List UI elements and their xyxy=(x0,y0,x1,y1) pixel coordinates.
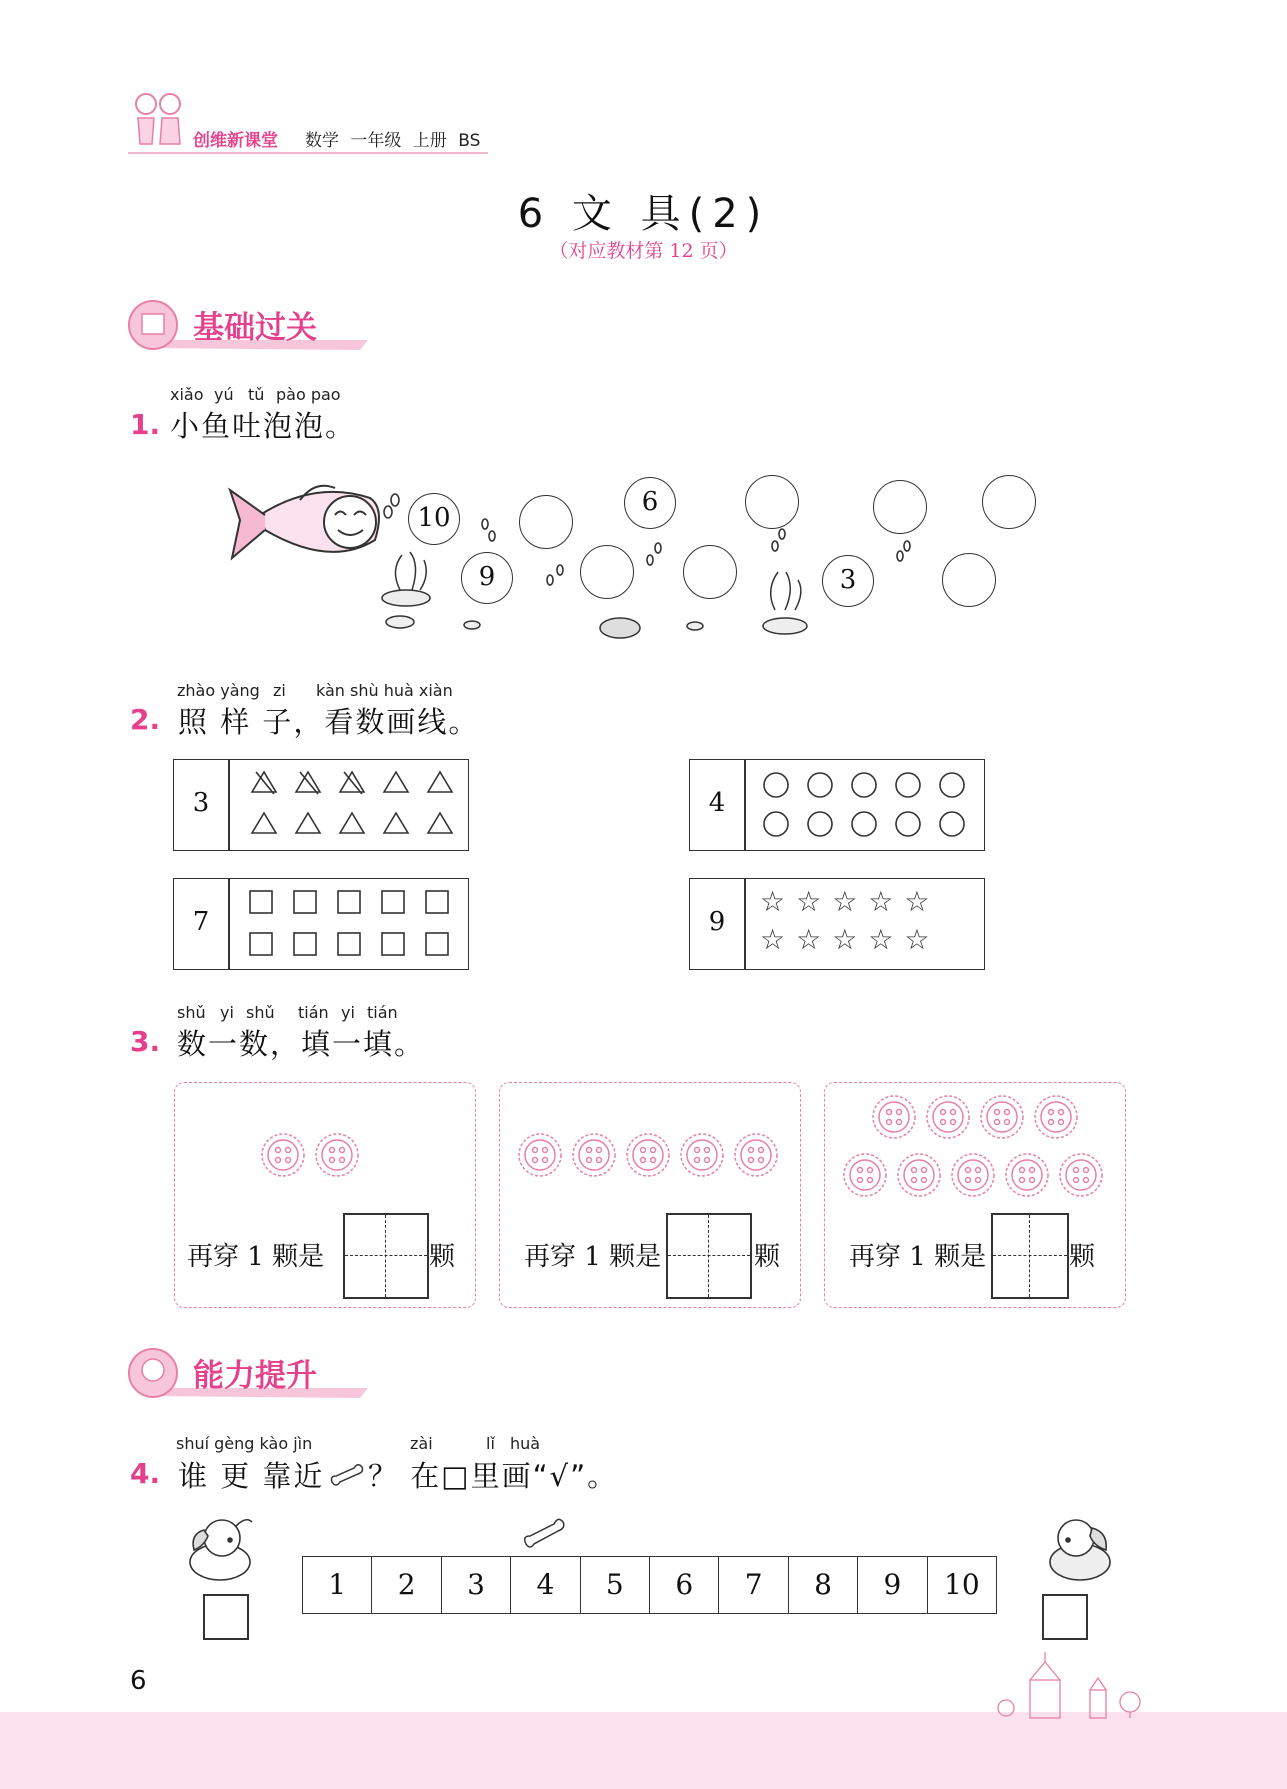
q1-number: 1. xyxy=(130,408,161,441)
q4-text: 谁 更 靠近 xyxy=(178,1459,325,1493)
q3-panel-3 xyxy=(824,1082,1126,1308)
bubble-2[interactable] xyxy=(519,495,573,549)
q3-panel-1 xyxy=(174,1082,476,1308)
q2-text: 照 样 子，看数画线。 xyxy=(178,705,480,739)
left-answer-box[interactable] xyxy=(203,1594,249,1640)
number-cell: 5 xyxy=(581,1557,650,1613)
header-line xyxy=(128,152,488,154)
panel-prefix: 再穿 1 颗是 xyxy=(187,1242,325,1272)
fish-icon xyxy=(230,486,379,558)
q2-pinyin-1: zhào yàng xyxy=(177,681,260,700)
q3-pinyin-1: shǔ xyxy=(177,1003,206,1022)
answer-box[interactable] xyxy=(343,1213,429,1299)
button-icons xyxy=(516,1131,786,1181)
q3-pinyin-6: tián xyxy=(367,1003,398,1022)
number-cell: 10 xyxy=(944,1568,980,1601)
header-mascot xyxy=(128,88,188,152)
q2-box-number: 3 xyxy=(192,788,210,818)
q4-pinyin-1: shuí gèng kào jìn xyxy=(176,1434,313,1453)
section-banner-basic xyxy=(128,300,373,350)
q2-box-stars xyxy=(689,878,985,970)
page-title: 6 文 具(2) xyxy=(517,191,770,237)
q4-pinyin-4: huà xyxy=(510,1434,541,1453)
bubble-11[interactable] xyxy=(942,553,996,607)
bubble-5[interactable] xyxy=(873,480,927,534)
dog-left-icon xyxy=(180,1510,270,1590)
bubble-8[interactable] xyxy=(580,545,634,599)
q2-box-number: 7 xyxy=(192,907,210,937)
castle-decoration-icon xyxy=(990,1650,1160,1720)
q1-text: 小鱼吐泡泡。 xyxy=(170,409,357,443)
q4-text-2: ？ 在□里画“√”。 xyxy=(368,1459,619,1493)
right-answer-box[interactable] xyxy=(1042,1594,1088,1640)
q2-box-circles xyxy=(689,759,985,851)
number-cell: 2 xyxy=(372,1557,441,1613)
number-cell: 8 xyxy=(789,1557,858,1613)
triangle-icons xyxy=(234,760,464,850)
star-icons: ☆☆☆☆☆ ☆☆☆☆☆ xyxy=(760,885,941,956)
q4-pinyin-2: zài xyxy=(410,1434,433,1453)
bubble-3[interactable]: 6 xyxy=(624,477,676,529)
bone-icon xyxy=(328,1462,364,1488)
number-line xyxy=(302,1556,997,1614)
button-icons xyxy=(261,1131,381,1181)
panel-suffix: 颗 xyxy=(1069,1242,1096,1272)
panel-prefix: 再穿 1 颗是 xyxy=(849,1242,987,1272)
page-number: 6 xyxy=(130,1666,147,1696)
section-label: 能力提升 xyxy=(193,1358,317,1394)
q2-box-number: 4 xyxy=(708,788,726,818)
bone-icon xyxy=(522,1516,566,1550)
panel-prefix: 再穿 1 颗是 xyxy=(524,1242,662,1272)
panel-suffix: 颗 xyxy=(429,1242,456,1272)
number-cell: 1 xyxy=(303,1557,372,1613)
q3-pinyin-4: tián xyxy=(298,1003,329,1022)
number-cell: 6 xyxy=(650,1557,719,1613)
q2-pinyin-3: kàn shù huà xiàn xyxy=(316,681,453,700)
number-cell: 9 xyxy=(858,1557,927,1613)
number-cell: 7 xyxy=(719,1557,788,1613)
q2-number: 2. xyxy=(130,703,161,736)
q3-pinyin-3: shǔ xyxy=(246,1003,275,1022)
bubble-1[interactable]: 10 xyxy=(408,493,460,545)
button-icons xyxy=(841,1093,1111,1203)
q1-pinyin-2: yú xyxy=(214,385,234,404)
number-cell: 4 xyxy=(511,1557,580,1613)
answer-box[interactable] xyxy=(991,1213,1069,1299)
q4-pinyin-3: lǐ xyxy=(486,1434,495,1453)
q3-panel-2 xyxy=(499,1082,801,1308)
q2-box-triangles xyxy=(173,759,469,851)
q3-number: 3. xyxy=(130,1025,161,1058)
q1-pinyin-1: xiǎo xyxy=(170,385,204,404)
panel-suffix: 颗 xyxy=(754,1242,781,1272)
q3-pinyin-5: yi xyxy=(341,1003,355,1022)
section-banner-advanced xyxy=(128,1348,373,1398)
square-icons xyxy=(234,879,464,969)
stone-icon xyxy=(386,616,414,628)
bubble-9[interactable] xyxy=(683,545,737,599)
bubble-10[interactable]: 3 xyxy=(822,555,874,607)
bubble-7[interactable]: 9 xyxy=(461,552,513,604)
q2-box-number: 9 xyxy=(708,907,726,937)
number-cell: 3 xyxy=(442,1557,511,1613)
bubble-6[interactable] xyxy=(982,475,1036,529)
q2-box-squares xyxy=(173,878,469,970)
q3-text: 数一数，填一填。 xyxy=(177,1027,426,1061)
circle-icons xyxy=(750,760,980,850)
q3-pinyin-2: yi xyxy=(220,1003,234,1022)
q4-number: 4. xyxy=(130,1457,161,1490)
header-brand: 创维新课堂 xyxy=(193,131,278,151)
q1-pinyin-3: tǔ xyxy=(248,385,265,404)
page-subtitle: （对应教材第 12 页） xyxy=(549,240,738,262)
answer-box[interactable] xyxy=(666,1213,752,1299)
dog-right-icon xyxy=(1030,1510,1120,1590)
footer-band xyxy=(0,1712,1287,1789)
q1-pinyin-4: pào pao xyxy=(276,385,341,404)
q2-pinyin-2: zi xyxy=(273,681,286,700)
section-label: 基础过关 xyxy=(193,310,317,346)
header-info: 数学 一年级 上册 BS xyxy=(305,131,481,151)
bubble-4[interactable] xyxy=(745,475,799,529)
